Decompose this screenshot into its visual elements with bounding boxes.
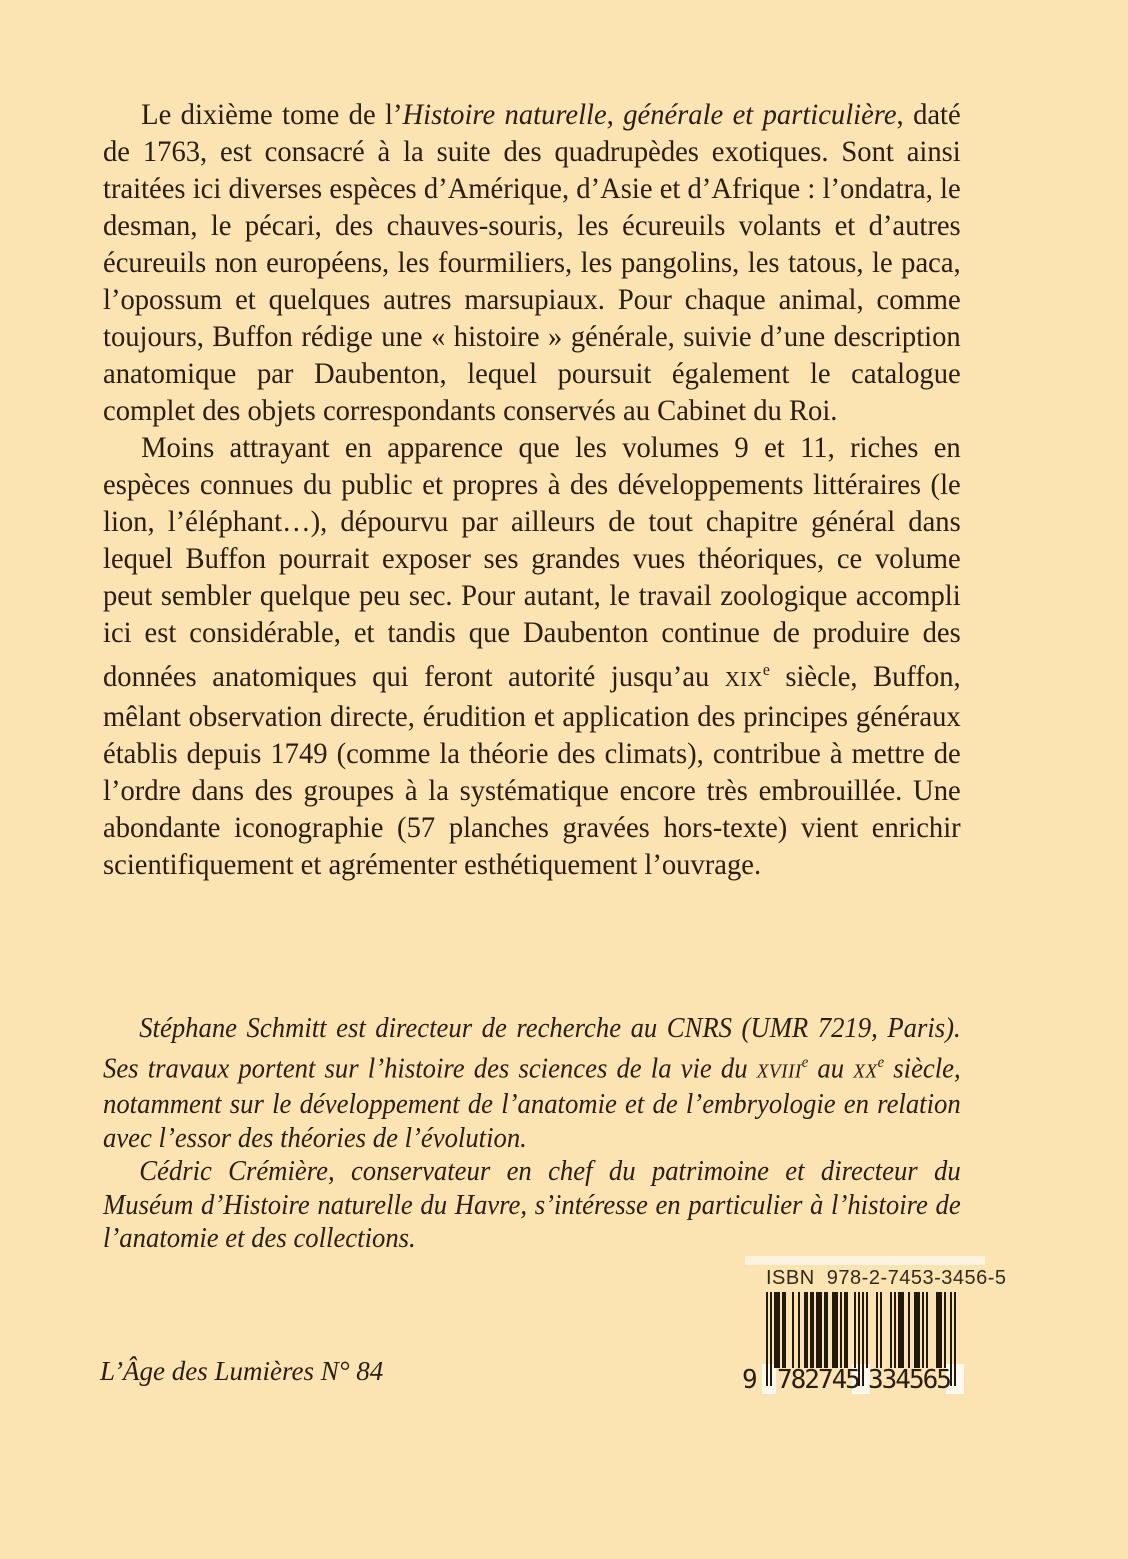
barcode-sticker-edge [745,1256,985,1265]
series-label: L’Âge des Lumières N° 84 [100,1356,384,1386]
synopsis-text-block [103,96,961,883]
author-bio-block [103,1012,961,1256]
synopsis-paragraph-2: Moins attrayant en apparence que les volumes 9 et 11, riches en espèces connues du public et propres à des développements littéraires (le lion, l’éléphant…), dépourvu par ailleurs de tout chapitre général dans lequel Buffon pourrait exposer ses grandes vues théoriques, ce volume peut sembler quelque peu sec. Pour autant, le travail zoologique accompli ici est considérable, et tandis que Daubenton continue de produire des données anatomiques qui feront autorité jusqu’au XIXe siècle, Buffon, mêlant observation directe, érudition et application des principes généraux établis depuis 1749 (comme la théorie des climats), contribue à mettre de l’ordre dans des groupes à la systématique encore très embrouillée. Une abondante iconographie (57 planches gravées hors-texte) vient enrichir scientifiquement et agrémenter esthétiquement l’ouvrage. [103,431,961,881]
bio-cedric-cremiere: Cédric Crémière, conservateur en chef du patrimoine et directeur du Muséum d’Histoire naturelle du Havre, s’intéresse en particulier à l’histoire de l’anatomie et des collections. [103,1156,961,1255]
isbn-barcode-block [740,1256,1007,1400]
isbn-number-label: ISBN 978-2-7453-3456-5 [766,1267,1007,1289]
bio-stephane-schmitt: Stéphane Schmitt est directeur de recherche au CNRS (UMR 7219, Paris). Ses travaux portent sur l’histoire des sciences de la vie du XVIIIe au XXe siècle, notamment sur le développement de l’anatomie et de l’embryologie en relation avec l’essor des théories de l’évolution. [103,1013,961,1154]
ean-digits-right-group: 334565 [868,1365,950,1395]
ean-first-digit: 9 [742,1365,758,1395]
ean-digits-left-group: 782745 [777,1365,859,1395]
synopsis-paragraph-1: Le dixième tome de l’Histoire naturelle, générale et particulière, daté de 1763, est consacré à la suite des quadrupèdes exotiques. Sont ainsi traitées ici diverses espèces d’Amérique, d’Asie et d’Afrique : l’ondatra, le desman, le pécari, des chauves-souris, les écureuils volants et d’autres écureuils non européens, les fourmiliers, les pangolins, les tatous, le paca, l’opossum et quelques autres marsupiaux. Pour chaque animal, comme toujours, Buffon rédige une « histoire » générale, suivie d’une description anatomique par Daubenton, lequel poursuit également le catalogue complet des objets correspondants conservés au Cabinet du Roi. [103,98,961,427]
